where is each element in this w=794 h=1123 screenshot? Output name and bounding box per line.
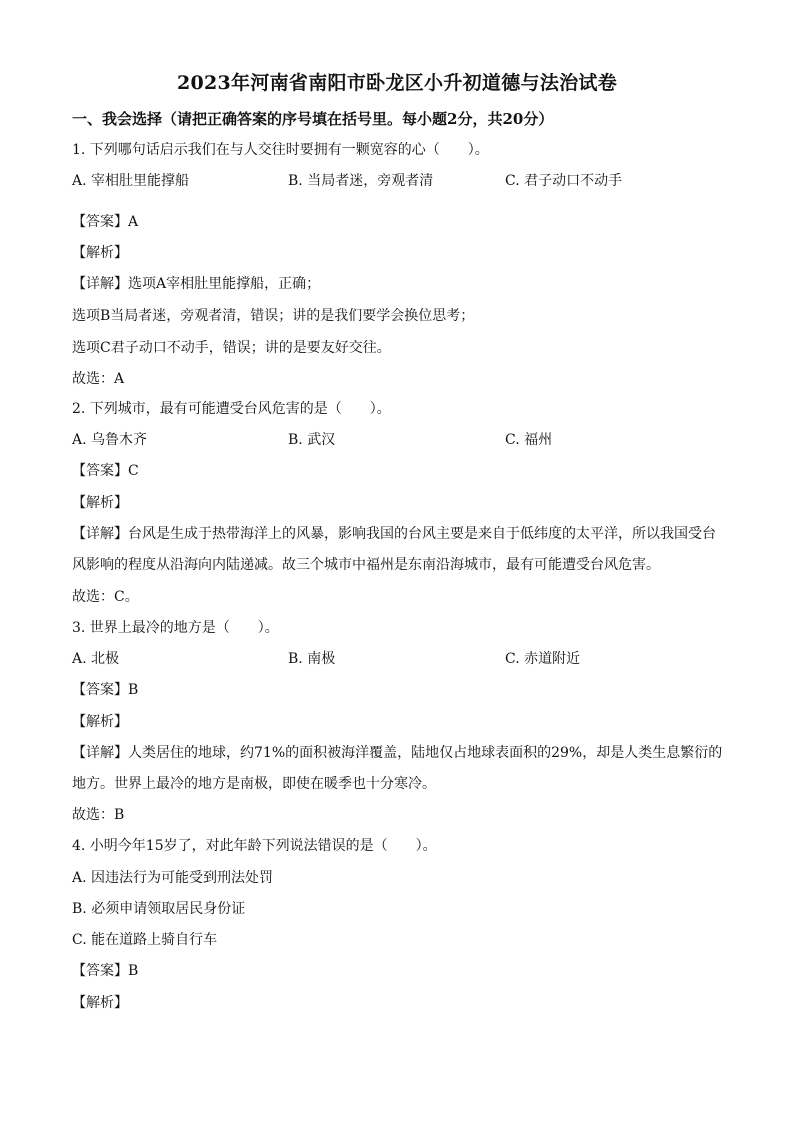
question-2-option-b: B. 武汉 bbox=[288, 432, 336, 448]
question-2-analysis-label: 【解析】 bbox=[72, 495, 128, 511]
question-1-conclusion: 故选：A bbox=[72, 371, 125, 387]
question-2-option-c: C. 福州 bbox=[505, 432, 553, 448]
question-4-option-b: B. 必须申请领取居民身份证 bbox=[72, 901, 246, 917]
question-3-answer: 【答案】B bbox=[72, 682, 139, 698]
question-1-option-a: A. 宰相肚里能撑船 bbox=[72, 173, 190, 189]
question-4-analysis-label: 【解析】 bbox=[72, 995, 128, 1011]
question-1-detail-line: 选项C君子动口不动手，错误；讲的是要友好交往。 bbox=[72, 340, 391, 356]
question-3-stem: 3. 世界上最冷的地方是（ ）。 bbox=[72, 620, 279, 636]
section-heading: 一、我会选择（请把正确答案的序号填在括号里。每小题2分，共20分） bbox=[72, 110, 554, 128]
page-title: 2023年河南省南阳市卧龙区小升初道德与法治试卷 bbox=[176, 72, 618, 94]
question-1-detail-line: 选项B当局者迷，旁观者清，错误；讲的是我们要学会换位思考； bbox=[72, 308, 475, 324]
question-3-analysis-label: 【解析】 bbox=[72, 714, 128, 730]
question-3-detail-line: 【详解】人类居住的地球，约71%的面积被海洋覆盖，陆地仅占地球表面积的29%，却是人类生息繁衍的 bbox=[72, 745, 723, 761]
question-4-stem: 4. 小明今年15岁了，对此年龄下列说法错误的是（ ）。 bbox=[72, 838, 437, 854]
question-1-analysis-label: 【解析】 bbox=[72, 245, 128, 261]
question-1-option-c: C. 君子动口不动手 bbox=[505, 173, 623, 189]
question-4-option-c: C. 能在道路上骑自行车 bbox=[72, 932, 218, 948]
question-3-conclusion: 故选：B bbox=[72, 807, 125, 823]
question-2-answer: 【答案】C bbox=[72, 463, 139, 479]
question-1-answer: 【答案】A bbox=[72, 214, 139, 230]
question-1-stem: 1. 下列哪句话启示我们在与人交往时要拥有一颗宽容的心（ ）。 bbox=[72, 142, 489, 158]
question-1-detail-line: 【详解】选项A宰相肚里能撑船，正确； bbox=[72, 276, 321, 292]
question-2-option-a: A. 乌鲁木齐 bbox=[72, 432, 148, 448]
question-3-option-b: B. 南极 bbox=[288, 651, 336, 667]
question-2-detail-line: 【详解】台风是生成于热带海洋上的风暴，影响我国的台风主要是来自于低纬度的太平洋，所以我国受台 bbox=[72, 526, 716, 542]
question-4-answer: 【答案】B bbox=[72, 963, 139, 979]
question-2-conclusion: 故选：C。 bbox=[72, 589, 139, 605]
question-1-option-b: B. 当局者迷，旁观者清 bbox=[288, 173, 434, 189]
question-2-stem: 2. 下列城市，最有可能遭受台风危害的是（ ）。 bbox=[72, 401, 391, 417]
question-4-option-a: A. 因违法行为可能受到刑法处罚 bbox=[72, 870, 274, 886]
question-3-option-c: C. 赤道附近 bbox=[505, 651, 581, 667]
question-3-detail-line: 地方。世界上最冷的地方是南极，即使在暖季也十分寒冷。 bbox=[72, 776, 436, 792]
question-2-detail-line: 风影响的程度从沿海向内陆递减。故三个城市中福州是东南沿海城市，最有可能遭受台风危害。 bbox=[72, 557, 660, 573]
question-3-option-a: A. 北极 bbox=[72, 651, 120, 667]
